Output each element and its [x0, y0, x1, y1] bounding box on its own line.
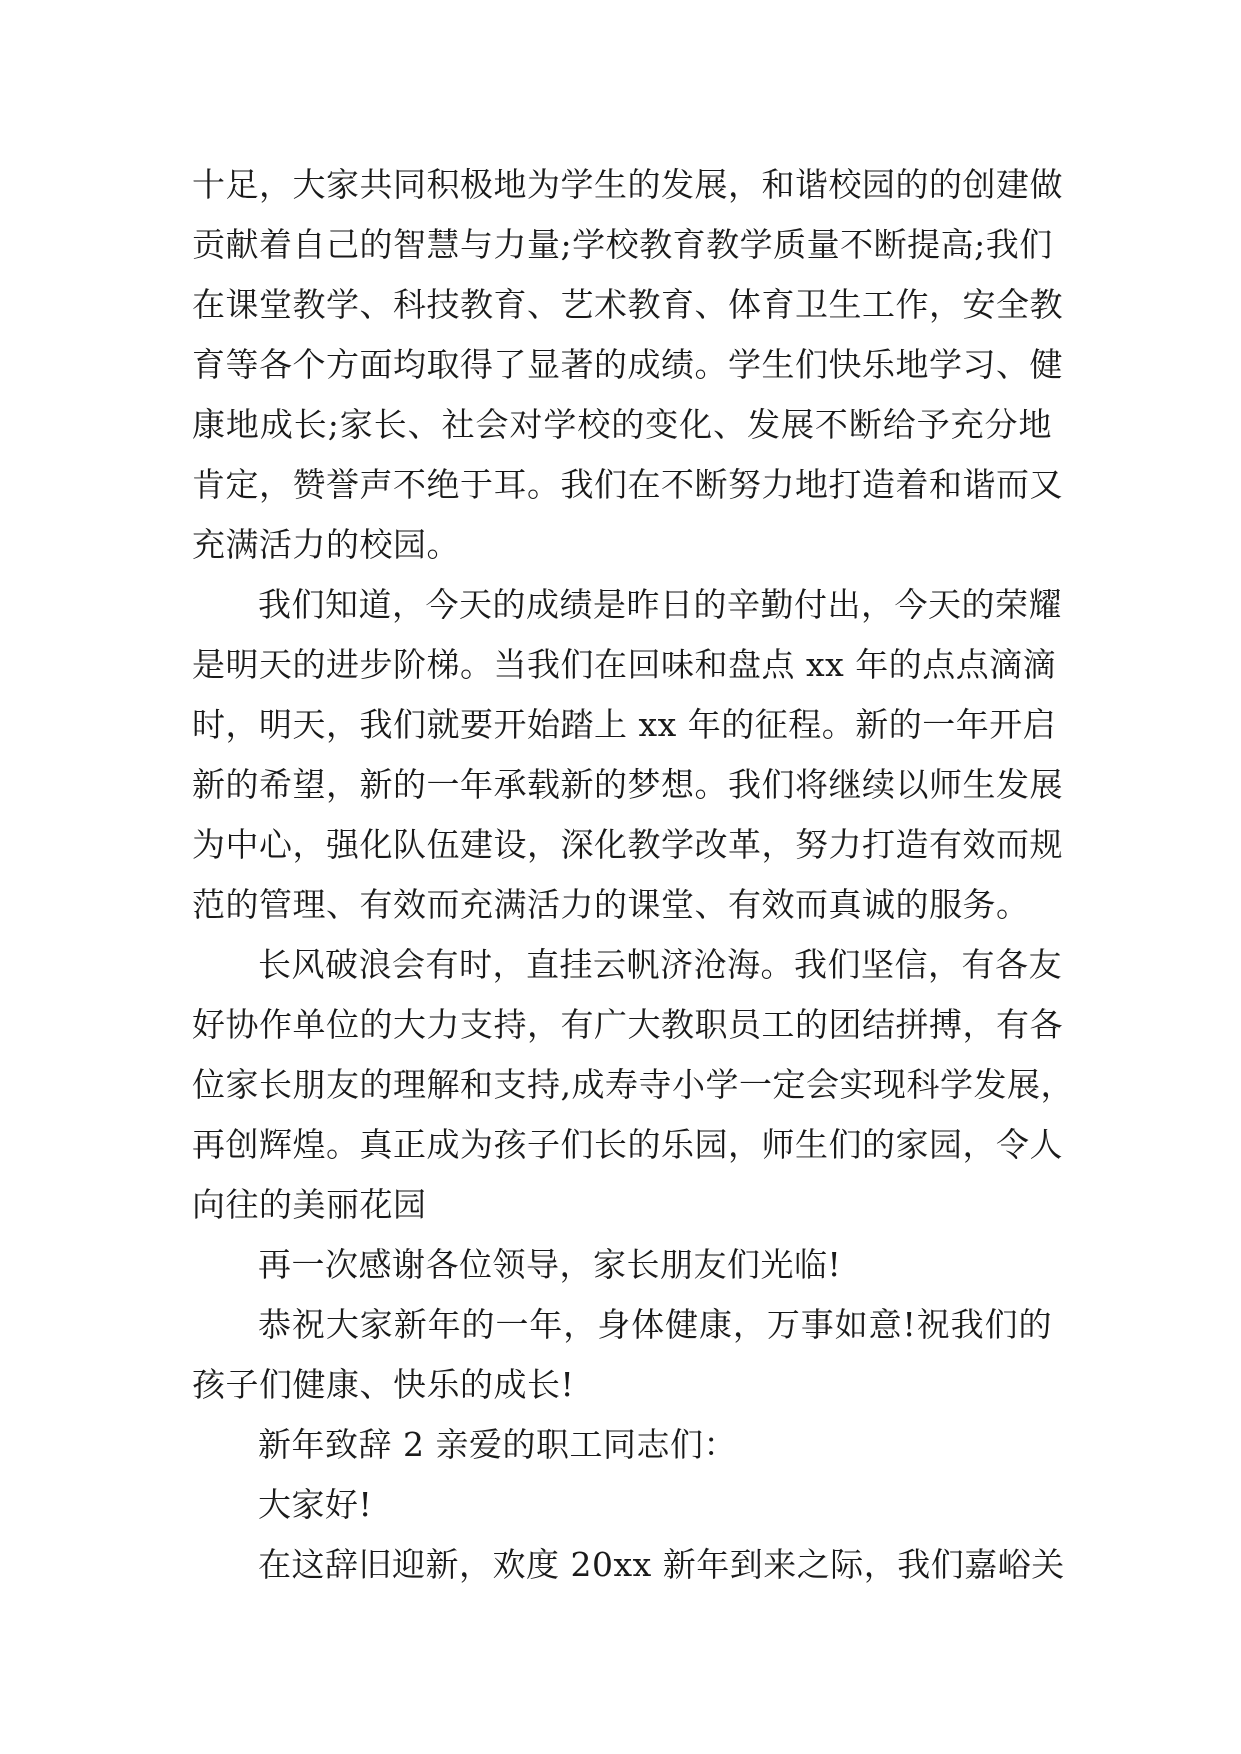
- text-line: 范的管理、有效而充满活力的课堂、有效而真诚的服务。: [192, 885, 1030, 924]
- paragraph: [192, 1235, 1052, 1295]
- paragraph: [192, 1295, 1052, 1415]
- paragraph: [192, 1475, 1052, 1535]
- text-line: 是明天的进步阶梯。当我们在回味和盘点 xx 年的点点滴滴: [192, 645, 1057, 684]
- text-line: 在这辞旧迎新，欢度 20xx 新年到来之际，我们嘉峪关: [258, 1545, 1065, 1584]
- text-line: 为中心，强化队伍建设，深化教学改革，努力打造有效而规: [192, 825, 1063, 864]
- text-line: 孩子们健康、快乐的成长!: [192, 1365, 575, 1404]
- text-line: 新的希望，新的一年承载新的梦想。我们将继续以师生发展: [192, 765, 1063, 804]
- text-line: 再一次感谢各位领导，家长朋友们光临!: [258, 1245, 842, 1284]
- text-line: 在课堂教学、科技教育、艺术教育、体育卫生工作，安全教: [192, 285, 1063, 324]
- paragraph: [192, 1415, 1052, 1475]
- text-line: 向往的美丽花园: [192, 1185, 427, 1224]
- text-line: 肯定，赞誉声不绝于耳。我们在不断努力地打造着和谐而又: [192, 465, 1063, 504]
- text-line: 长风破浪会有时，直挂云帆济沧海。我们坚信，有各友: [258, 945, 1062, 984]
- paragraph: [192, 155, 1063, 575]
- text-line: 十足，大家共同积极地为学生的发展，和谐校园的的创建做: [192, 165, 1063, 204]
- text-line: 我们知道，今天的成绩是昨日的辛勤付出，今天的荣耀: [258, 585, 1062, 624]
- text-line: 时，明天，我们就要开始踏上 xx 年的征程。新的一年开启: [192, 705, 1057, 744]
- text-line: 位家长朋友的理解和支持,成寿寺小学一定会实现科学发展，: [192, 1065, 1074, 1104]
- text-line: 大家好!: [258, 1485, 373, 1524]
- text-line: 康地成长;家长、社会对学校的变化、发展不断给予充分地: [192, 405, 1052, 444]
- paragraph: [192, 935, 1074, 1235]
- document-body: [192, 155, 1074, 1595]
- paragraph: [192, 1535, 1065, 1595]
- text-line: 贡献着自己的智慧与力量;学校教育教学质量不断提高;我们: [192, 225, 1053, 264]
- paragraph: [192, 575, 1063, 935]
- text-line: 恭祝大家新年的一年，身体健康，万事如意!祝我们的: [258, 1305, 1052, 1344]
- text-line: 充满活力的校园。: [192, 525, 460, 564]
- text-line: 好协作单位的大力支持，有广大教职员工的团结拼搏，有各: [192, 1005, 1063, 1044]
- text-line: 再创辉煌。真正成为孩子们长的乐园，师生们的家园，令人: [192, 1125, 1063, 1164]
- text-line: 新年致辞 2 亲爱的职工同志们：: [258, 1425, 737, 1464]
- text-line: 育等各个方面均取得了显著的成绩。学生们快乐地学习、健: [192, 345, 1063, 384]
